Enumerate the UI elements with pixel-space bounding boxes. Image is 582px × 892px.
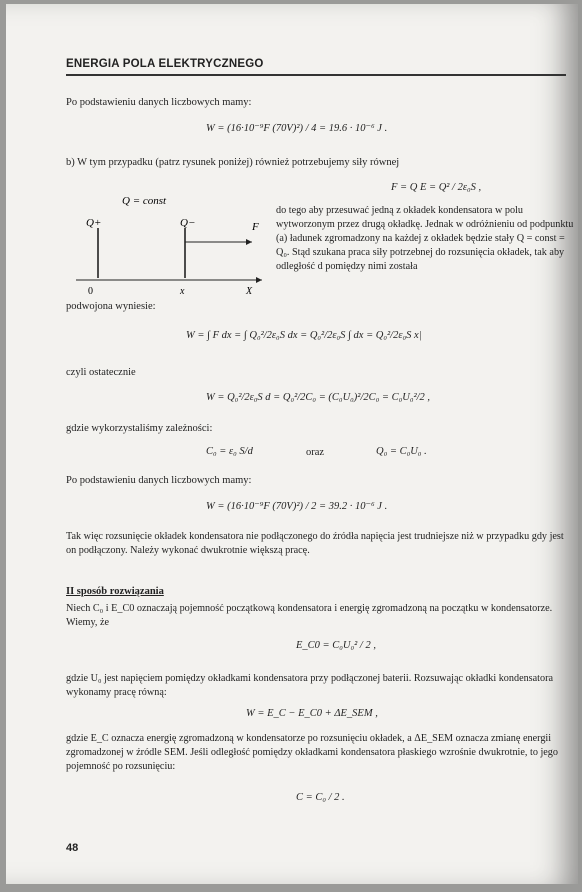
equation: W = (16·10⁻⁹F (70V)²) / 2 = 39.2 · 10⁻⁶ J . xyxy=(206,501,388,512)
figure-label: Q = const xyxy=(122,195,167,207)
figure-label: Q− xyxy=(180,217,196,229)
capacitor-figure xyxy=(70,190,270,300)
text-line: b) W tym przypadku (patrz rysunek poniżej) również potrzebujemy siły równej xyxy=(66,157,400,168)
equation: W = E_C − E_C0 + ΔE_SEM , xyxy=(246,708,378,719)
equation: W = (16·10⁻⁹F (70V)²) / 4 = 19.6 · 10⁻⁶ J . xyxy=(206,123,388,134)
axis-label: 0 xyxy=(88,286,93,297)
equation: C = C₀ / 2 . xyxy=(296,792,345,803)
chapter-header: ENERGIA POLA ELEKTRYCZNEGO xyxy=(66,58,264,70)
text-line: gdzie wykorzystaliśmy zależności: xyxy=(66,423,213,434)
text-line: czyli ostatecznie xyxy=(66,367,136,378)
header-rule xyxy=(66,74,566,76)
figure-label: F xyxy=(252,221,259,233)
paragraph: gdzie E_C oznacza energię zgromadzoną w kondensatorze po rozsunięciu okładek, a ΔE_SEM oznacza zmianę energii zgromadzonej w źródle SEM. Jeśli odległość pomiędzy okładkami kondensatora płaskiego wzrośnie dwukrotnie, to jego pojemność po rozsunięciu: xyxy=(66,733,558,772)
equation: W = Q₀²/2ε₀S d = Q₀²/2C₀ = (C₀U₀)²/2C₀ = C₀U₀²/2 , xyxy=(206,392,431,403)
text-line: oraz xyxy=(306,447,325,458)
equation: C₀ = ε₀ S/d xyxy=(206,446,253,457)
page-number: 48 xyxy=(66,842,79,854)
axis-label: X xyxy=(246,286,253,297)
equation: W = ∫ F dx = ∫ Q₀²/2ε₀S dx = Q₀²/2ε₀S ∫ dx = Q₀²/2ε₀S x| xyxy=(186,330,422,341)
equation: E_C0 = C₀U₀² / 2 , xyxy=(296,640,376,651)
book-page xyxy=(6,4,578,884)
equation: F = Q E = Q² / 2ε₀S , xyxy=(391,182,482,193)
paragraph: Niech C₀ i E_C0 oznaczają pojemność początkową kondensatora i energię zgromadzoną na początku w kondensatorze. Wiemy, że xyxy=(66,603,553,628)
equation: Q₀ = C₀U₀ . xyxy=(376,446,427,457)
paragraph: gdzie U₀ jest napięciem pomiędzy okładkami kondensatora przy podłączonej baterii. Rozsuwając okładki kondensatora wykonamy pracę równą: xyxy=(66,673,554,698)
axis-label: x xyxy=(180,286,185,297)
text-line: Po podstawieniu danych liczbowych mamy: xyxy=(66,475,252,486)
arrow-head xyxy=(246,239,252,245)
text-line: podwojona wyniesie: xyxy=(66,301,156,312)
figure-label: Q+ xyxy=(86,217,102,229)
paragraph: do tego aby przesuwać jedną z okładek kondensatora w polu wytworzonym przez drugą okładkę. Jednak w odróżnieniu od podpunktu (a) ładunek zgromadzony na każdej z okładek będzie stały Q = const = Q₀. Stąd szukana praca siły potrzebnej do rozsunięcia okładek, tak aby odległość d pomiędzy nimi została xyxy=(276,205,574,272)
arrow-head xyxy=(256,277,262,283)
text-line: Po podstawieniu danych liczbowych mamy: xyxy=(66,97,252,108)
paragraph: Tak więc rozsunięcie okładek kondensatora nie podłączonego do źródła napięcia jest trudniejsze niż w przypadku gdy jest on podłączony. Należy wykonać dwukrotnie większą pracę. xyxy=(66,531,564,556)
section-title: II sposób rozwiązania xyxy=(66,586,164,597)
